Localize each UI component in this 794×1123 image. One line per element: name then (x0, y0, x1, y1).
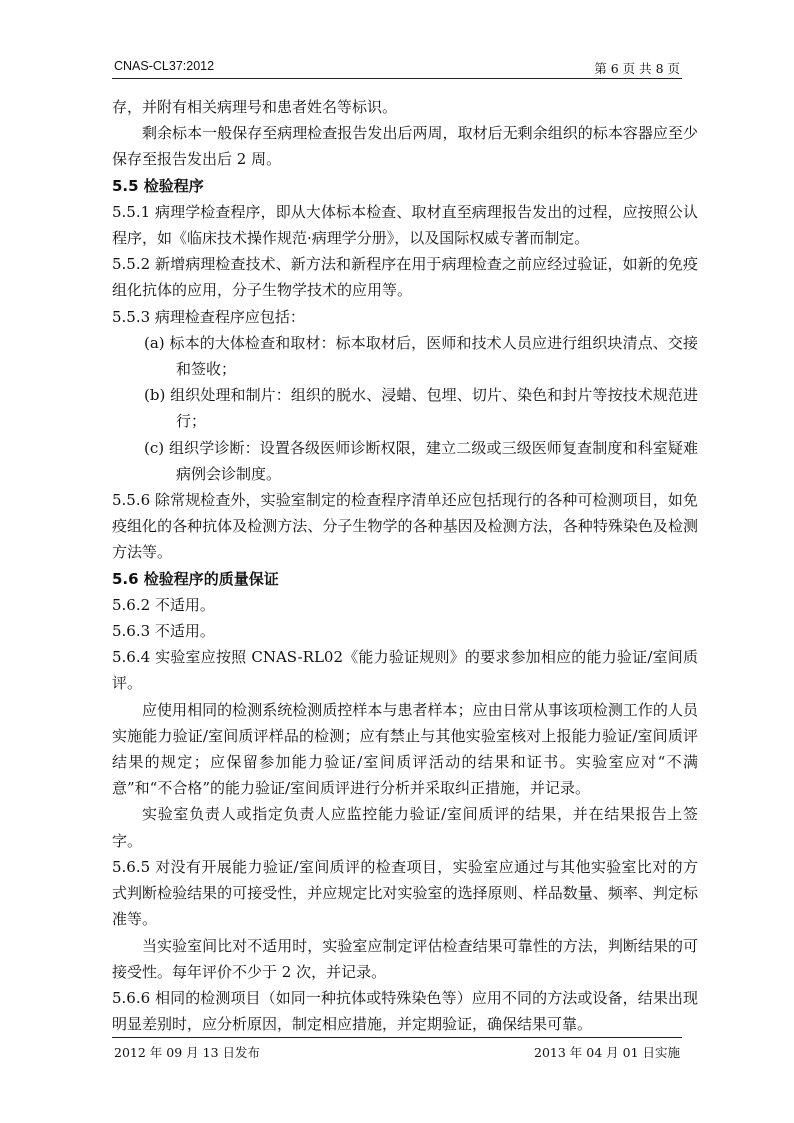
paragraph: 应使用相同的检测系统检测质控样本与患者样本；应由日常从事该项检测工作的人员实施能力验证/室间质评样品的检测；应有禁止与其他实验室核对上报能力验证/室间质评结果的规定；应保留参加能力验证/室间质评活动的结果和证书。实验室应对“不满意”和“不合格”的能力验证/室间质评进行分析并采取纠正措施，并记录。 (112, 700, 698, 798)
clause-5-6-4: 5.6.4 实验室应按照 CNAS-RL02《能力验证规则》的要求参加相应的能力验证/室间质评。 (112, 648, 698, 693)
issue-date: 2012 年 09 月 13 日发布 (114, 1045, 260, 1060)
page-footer (112, 1037, 682, 1060)
section-heading-5-6: 5.6 检验程序的质量保证 (112, 569, 279, 588)
list-item-c: (c) 组织学诊断：设置各级医师诊断权限，建立二级或三级医师复查制度和科室疑难病例会诊制度。 (144, 438, 698, 483)
clause-5-6-2: 5.6.2 不适用。 (112, 595, 215, 614)
list-item-b: (b) 组织处理和制片：组织的脱水、浸蜡、包埋、切片、染色和封片等按技术规范进行； (144, 386, 698, 431)
clause-5-5-3: 5.5.3 病理检查程序应包括： (112, 307, 305, 326)
paragraph: 当实验室间比对不适用时，实验室应制定评估检查结果可靠性的方法，判断结果的可接受性。每年评价不少于 2 次，并记录。 (112, 936, 698, 981)
paragraph: 实验室负责人或指定负责人应监控能力验证/室间质评的结果，并在结果报告上签字。 (112, 805, 698, 850)
clause-5-6-3: 5.6.3 不适用。 (112, 622, 215, 641)
section-heading-5-5: 5.5 检验程序 (112, 176, 204, 195)
page-header (112, 56, 682, 79)
paragraph: 存，并附有相关病理号和患者姓名等标识。 (112, 98, 398, 116)
document-code: CNAS-CL37:2012 (114, 59, 215, 73)
clause-5-5-6: 5.5.6 除常规检查外，实验室制定的检查程序清单还应包括现行的各种可检测项目，如免疫组化的各种抗体及检测方法、分子生物学的各种基因及检测方法，各种特殊染色及检测方法等。 (112, 491, 698, 562)
clause-5-6-5: 5.6.5 对没有开展能力验证/室间质评的检查项目，实验室应通过与其他实验室比对的方式判断检验结果的可接受性，并应规定比对实验室的选择原则、样品数量、频率、判定标准等。 (112, 857, 698, 929)
document-body (112, 94, 698, 1037)
paragraph: 剩余标本一般保存至病理检查报告发出后两周，取材后无剩余组织的标本容器应至少保存至报告发出后 2 周。 (112, 124, 698, 169)
effective-date: 2013 年 04 月 01 日实施 (534, 1045, 680, 1060)
clause-5-6-6: 5.6.6 相同的检测项目（如同一种抗体或特殊染色等）应用不同的方法或设备，结果出现明显差别时，应分析原因，制定相应措施，并定期验证，确保结果可靠。 (112, 988, 698, 1034)
list-item-a: (a) 标本的大体检查和取材：标本取材后，医师和技术人员应进行组织块清点、交接和签收； (144, 333, 698, 379)
clause-5-5-1: 5.5.1 病理学检查程序，即从大体标本检查、取材直至病理报告发出的过程，应按照公认程序，如《临床技术操作规范·病理学分册》，以及国际权威专著而制定。 (112, 202, 698, 248)
clause-5-5-2: 5.5.2 新增病理检查技术、新方法和新程序在用于病理检查之前应经过验证，如新的免疫组化抗体的应用，分子生物学技术的应用等。 (112, 255, 698, 300)
page-number: 第 6 页 共 8 页 (594, 61, 680, 76)
